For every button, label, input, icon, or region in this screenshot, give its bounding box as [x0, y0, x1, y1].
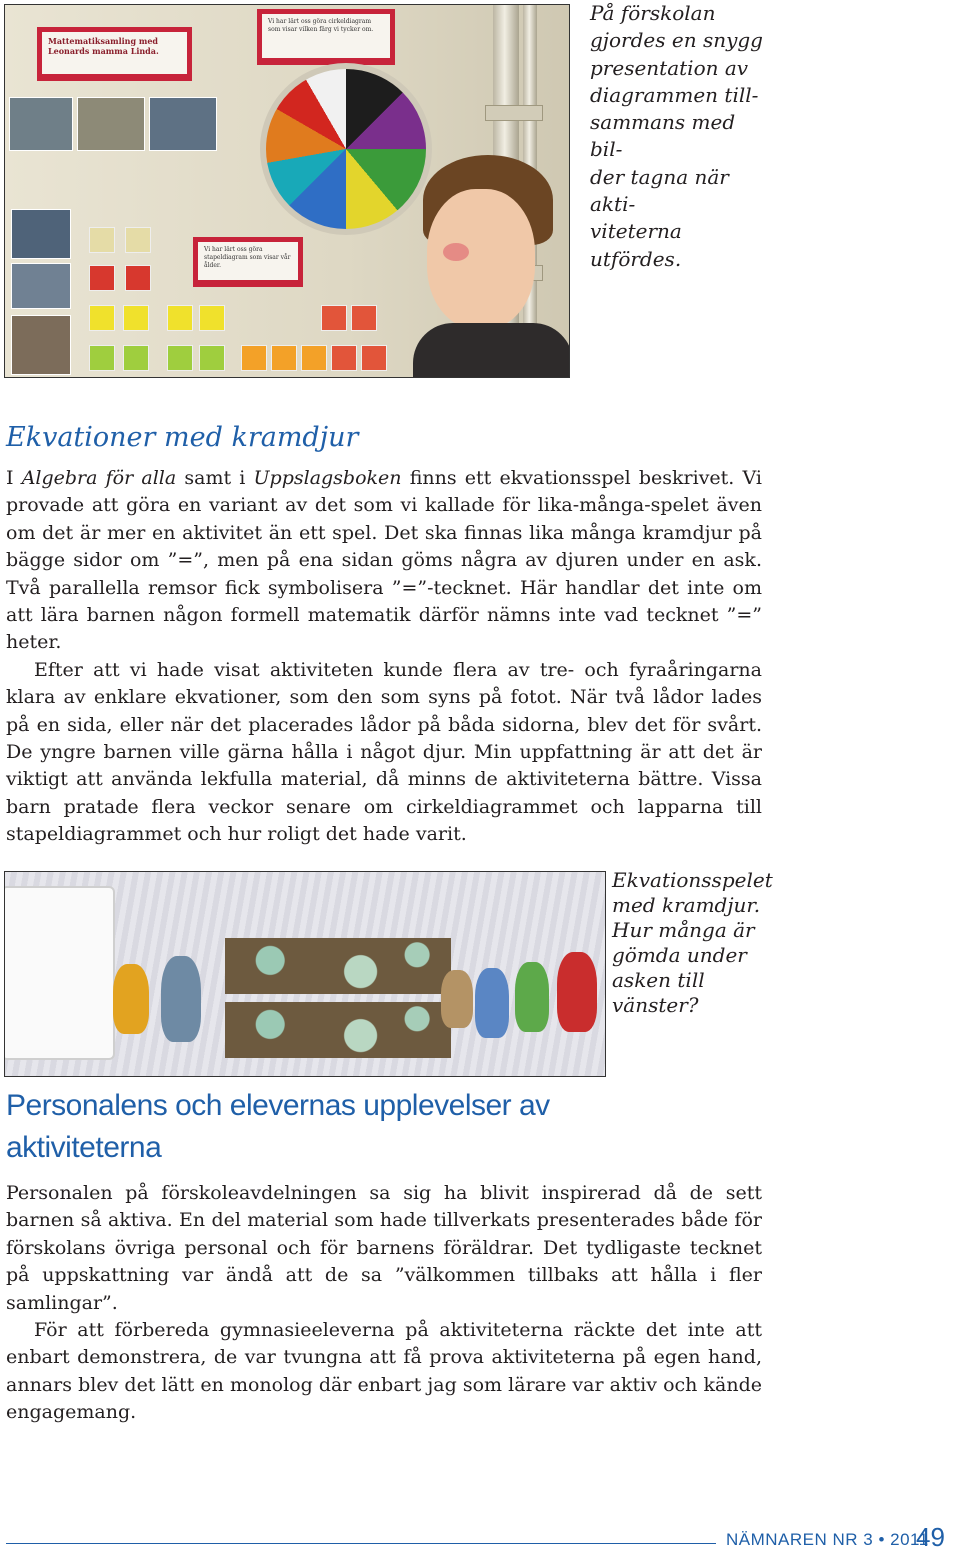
text-run: finns ett ekvationsspel beskrivet. Vi provade att göra en variant av det som vi kallade för lika-många-spelet även om det är mer en aktivitet än ett spel. Det ska finnas lika många kramdjur på bägge sidor om ”=”, men på ena sidan göms några av djuren under en ask. Två parallella remsor fick symbolisera ”=”-tecknet. Här handlar det inte om att lära barnen någon formell matematik därför nämns inte vad tecknet ”=” heter. [6, 467, 762, 654]
bar-tile [271, 345, 297, 371]
bar-tile [351, 305, 377, 331]
bar-tile [167, 345, 193, 371]
sign-top-left [37, 27, 192, 81]
child-face [427, 189, 535, 329]
bar-tile [361, 345, 387, 371]
paragraph: Personalen på förskoleavdelningen sa sig ha blivit inspirerad då de sett barnen så aktiva. En del material som hade tillverkats presenterades både för förskolans övriga personal och för barnens föräldrar. Det tydligaste tecknet på uppskattning var ändå att de sa ”välkommen tillbaks att hålla i fler samlingar”. [6, 1182, 762, 1314]
sign-middle-text: Vi har lärt oss göra stapeldiagram som visar vår ålder. [198, 242, 298, 280]
text-run: I [6, 467, 22, 489]
sign-top-left-text: Mattematiksamling med Leonards mamma Linda. [42, 32, 187, 74]
bar-tile [199, 305, 225, 331]
equals-strip-top [225, 938, 451, 994]
activity-photo-thumb [77, 97, 145, 151]
activity-photo-thumb [9, 97, 73, 151]
photo-equation-game [4, 871, 606, 1077]
section-body-equations [6, 465, 762, 849]
page-number: 49 [916, 1522, 945, 1552]
paragraph [6, 465, 762, 657]
footer-rule [6, 1543, 716, 1544]
text-run: samt i [176, 467, 254, 489]
toy-frog [515, 962, 549, 1032]
toy-rabbit [557, 952, 597, 1032]
bar-tile [167, 305, 193, 331]
activity-photo-thumb [11, 315, 71, 375]
paragraph: Efter att vi hade visat aktiviteten kunde flera av tre- och fyraåringarna klara av enklare ekvationer, som den som syns på fotot. När två lådor lades på en sida, eller när det placerades lådor på båda sidorna, blev det för svårt. De yngre barnen ville gärna hålla i något djur. Min uppfattning är att det är viktigt att använda lekfulla material, då minns de aktiviteterna bättre. Vissa barn pratade flera veckor senare om cirkeldiagrammet och lapparna till stapeldiagrammet och hur roligt det hade varit. [6, 658, 762, 846]
bar-tile [89, 265, 115, 291]
hiding-box [4, 886, 115, 1060]
paragraph: För att förbereda gymnasieeleverna på aktiviteterna räckte det inte att enbart demonstrera, de var tvungna att få prova aktiviteterna på egen hand, annars blev det lätt en monolog där enbart jag som lärare var aktiv och kände engagemang. [6, 1319, 762, 1424]
bar-tile [321, 305, 347, 331]
toy-bee [113, 964, 149, 1034]
toy-figure-blue [475, 968, 509, 1038]
section-heading-experiences: Personalens och elevernas upplevelser av aktiviteterna [6, 1089, 550, 1164]
pie-chart-poster [260, 63, 432, 235]
child-shirt [413, 323, 570, 378]
bar-tile [199, 345, 225, 371]
bar-tile [89, 227, 115, 253]
bar-tile [123, 305, 149, 331]
sign-top-right [257, 9, 395, 65]
child-cheek [443, 243, 469, 261]
toy-mouse [161, 956, 201, 1042]
sign-middle [193, 237, 303, 287]
book-title: Algebra för alla [21, 467, 177, 489]
bar-tile [241, 345, 267, 371]
bar-tile [331, 345, 357, 371]
photo-wall-charts [4, 4, 570, 378]
book-title: Uppslagsboken [253, 467, 402, 489]
pipe-clamp [485, 105, 543, 121]
activity-photo-thumb [149, 97, 217, 151]
photo-caption-top: På förskolan gjordes en snygg presentation av diagrammen till- sammans med bil- der tagna när akti- viteterna utfördes. [590, 1, 763, 271]
activity-photo-thumb [11, 263, 71, 309]
bar-tile [301, 345, 327, 371]
equals-strip-bottom [225, 1002, 451, 1058]
toy-tiger [441, 970, 473, 1028]
bar-tile [89, 345, 115, 371]
bar-tile [125, 227, 151, 253]
bar-tile [123, 345, 149, 371]
journal-name: NÄMNAREN NR 3 • 2011 [726, 1530, 929, 1549]
bar-tile [125, 265, 151, 291]
photo-caption-game: Ekvationsspelet med kramdjur. Hur många är gömda under asken till vänster? [612, 868, 773, 1017]
bar-tile [89, 305, 115, 331]
section-heading-equations: Ekvationer med kramdjur [6, 422, 359, 453]
child-portrait [413, 155, 570, 377]
activity-photo-thumb [11, 209, 71, 259]
section-body-experiences [6, 1180, 762, 1427]
sign-top-right-text: Vi har lärt oss göra cirkeldiagram som visar vilken färg vi tycker om. [262, 14, 390, 58]
